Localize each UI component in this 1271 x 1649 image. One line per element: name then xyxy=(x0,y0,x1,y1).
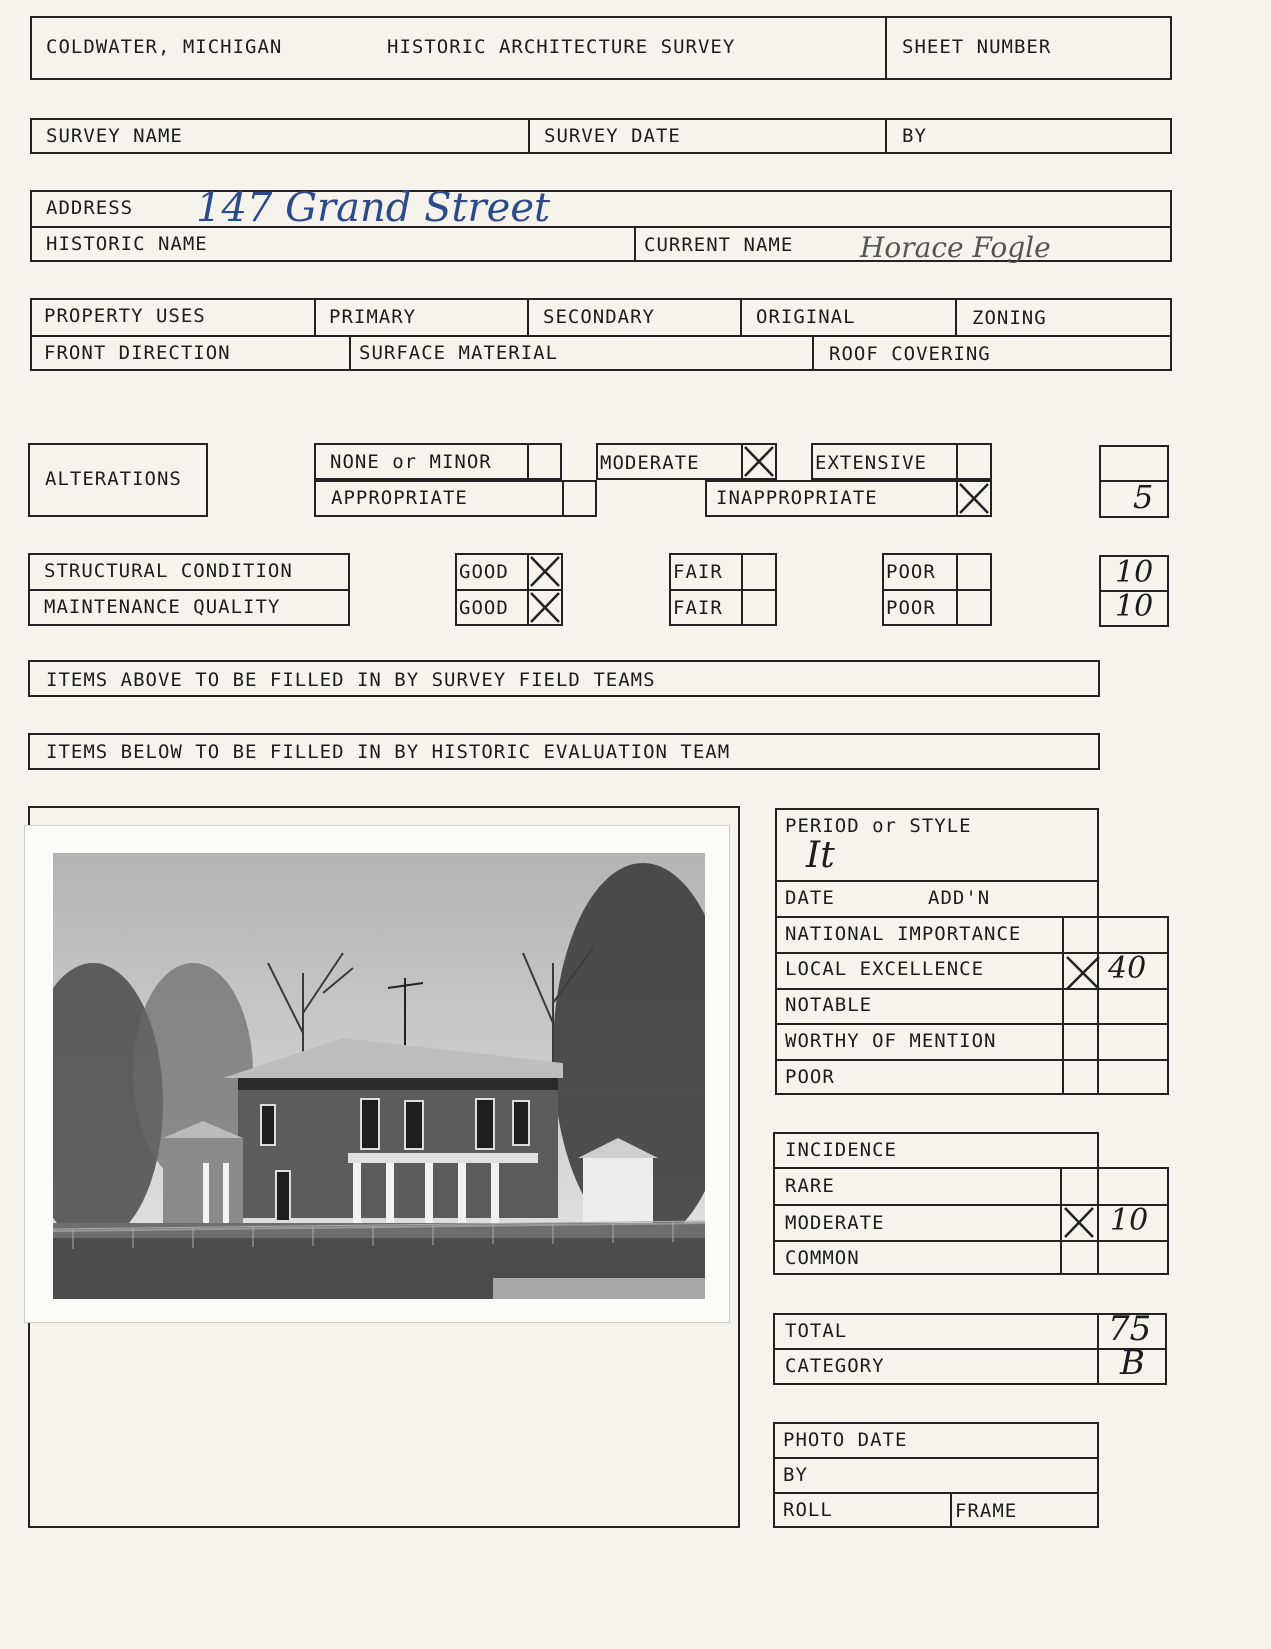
house-photograph xyxy=(53,853,705,1299)
maintenance-poor-label: POOR xyxy=(886,597,936,619)
surface-material-label: SURFACE MATERIAL xyxy=(359,342,559,364)
zoning-label: ZONING xyxy=(972,307,1047,329)
address-label: ADDRESS xyxy=(46,197,134,219)
structural-fair-label: FAIR xyxy=(673,561,723,583)
structural-good-check-mark[interactable] xyxy=(528,554,562,589)
items-below-note: ITEMS BELOW TO BE FILLED IN BY HISTORIC EVALUATION TEAM xyxy=(46,741,731,763)
roof-covering-label: ROOF COVERING xyxy=(829,343,991,365)
structural-score: 10 xyxy=(1115,555,1154,590)
maintenance-good-label: GOOD xyxy=(459,597,509,619)
moderate-check-mark[interactable] xyxy=(742,444,776,479)
notable-label: NOTABLE xyxy=(785,994,873,1016)
incidence-moderate-label: MODERATE xyxy=(785,1212,885,1234)
period-style-label: PERIOD or STYLE xyxy=(785,815,972,837)
sheet-number-label: SHEET NUMBER xyxy=(902,36,1052,58)
photo-by-label: BY xyxy=(783,1464,808,1486)
extensive-label: EXTENSIVE xyxy=(815,452,927,474)
local-excellence-score: 40 xyxy=(1108,951,1147,986)
form-title: HISTORIC ARCHITECTURE SURVEY xyxy=(387,36,736,58)
survey-name-label: SURVEY NAME xyxy=(46,125,183,147)
address-value: 147 Grand Street xyxy=(196,185,551,231)
items-above-note: ITEMS ABOVE TO BE FILLED IN BY SURVEY FIELD TEAMS xyxy=(46,669,656,691)
inappropriate-check-mark[interactable] xyxy=(957,481,991,516)
inappropriate-label: INAPPROPRIATE xyxy=(716,487,878,509)
frame-label: FRAME xyxy=(955,1500,1018,1522)
original-label: ORIGINAL xyxy=(756,306,856,328)
date-label: DATE xyxy=(785,887,835,909)
appropriate-label: APPROPRIATE xyxy=(331,487,468,509)
current-name-value: Horace Fogle xyxy=(860,231,1051,264)
rare-label: RARE xyxy=(785,1175,835,1197)
total-label: TOTAL xyxy=(785,1320,848,1342)
total-value: 75 xyxy=(1108,1309,1152,1349)
current-name-label: CURRENT NAME xyxy=(644,234,794,256)
evaluation-poor-label: POOR xyxy=(785,1066,835,1088)
category-value: B xyxy=(1120,1343,1145,1383)
structural-good-label: GOOD xyxy=(459,561,509,583)
historic-name-label: HISTORIC NAME xyxy=(46,233,208,255)
alterations-score: 5 xyxy=(1133,478,1154,516)
front-direction-label: FRONT DIRECTION xyxy=(44,342,231,364)
local-excellence-check-mark[interactable] xyxy=(1063,953,1103,993)
maintenance-score: 10 xyxy=(1115,589,1154,624)
property-uses-label: PROPERTY USES xyxy=(44,305,206,327)
structural-poor-label: POOR xyxy=(886,561,936,583)
incidence-moderate-score: 10 xyxy=(1110,1203,1149,1238)
national-importance-label: NATIONAL IMPORTANCE xyxy=(785,923,1022,945)
photo-date-label: PHOTO DATE xyxy=(783,1429,908,1451)
evaluation-score-column xyxy=(1097,916,1169,1095)
maintenance-quality-label: MAINTENANCE QUALITY xyxy=(44,596,281,618)
local-excellence-label: LOCAL EXCELLENCE xyxy=(785,958,985,980)
survey-date-label: SURVEY DATE xyxy=(544,125,681,147)
roll-label: ROLL xyxy=(783,1499,833,1521)
common-label: COMMON xyxy=(785,1247,860,1269)
secondary-label: SECONDARY xyxy=(543,306,655,328)
category-label: CATEGORY xyxy=(785,1355,885,1377)
incidence-moderate-check-mark[interactable] xyxy=(1061,1205,1097,1240)
moderate-label: MODERATE xyxy=(600,452,700,474)
none-minor-label: NONE or MINOR xyxy=(330,451,492,473)
structural-condition-label: STRUCTURAL CONDITION xyxy=(44,560,293,582)
worthy-of-mention-label: WORTHY OF MENTION xyxy=(785,1030,997,1052)
city-label: COLDWATER, MICHIGAN xyxy=(46,36,283,58)
alterations-label: ALTERATIONS xyxy=(45,468,182,490)
primary-label: PRIMARY xyxy=(329,306,417,328)
period-style-value: It xyxy=(806,835,835,876)
incidence-label: INCIDENCE xyxy=(785,1139,897,1161)
maintenance-good-check-mark[interactable] xyxy=(528,590,562,625)
survey-by-label: BY xyxy=(902,125,927,147)
addn-label: ADD'N xyxy=(928,887,991,909)
maintenance-fair-label: FAIR xyxy=(673,597,723,619)
